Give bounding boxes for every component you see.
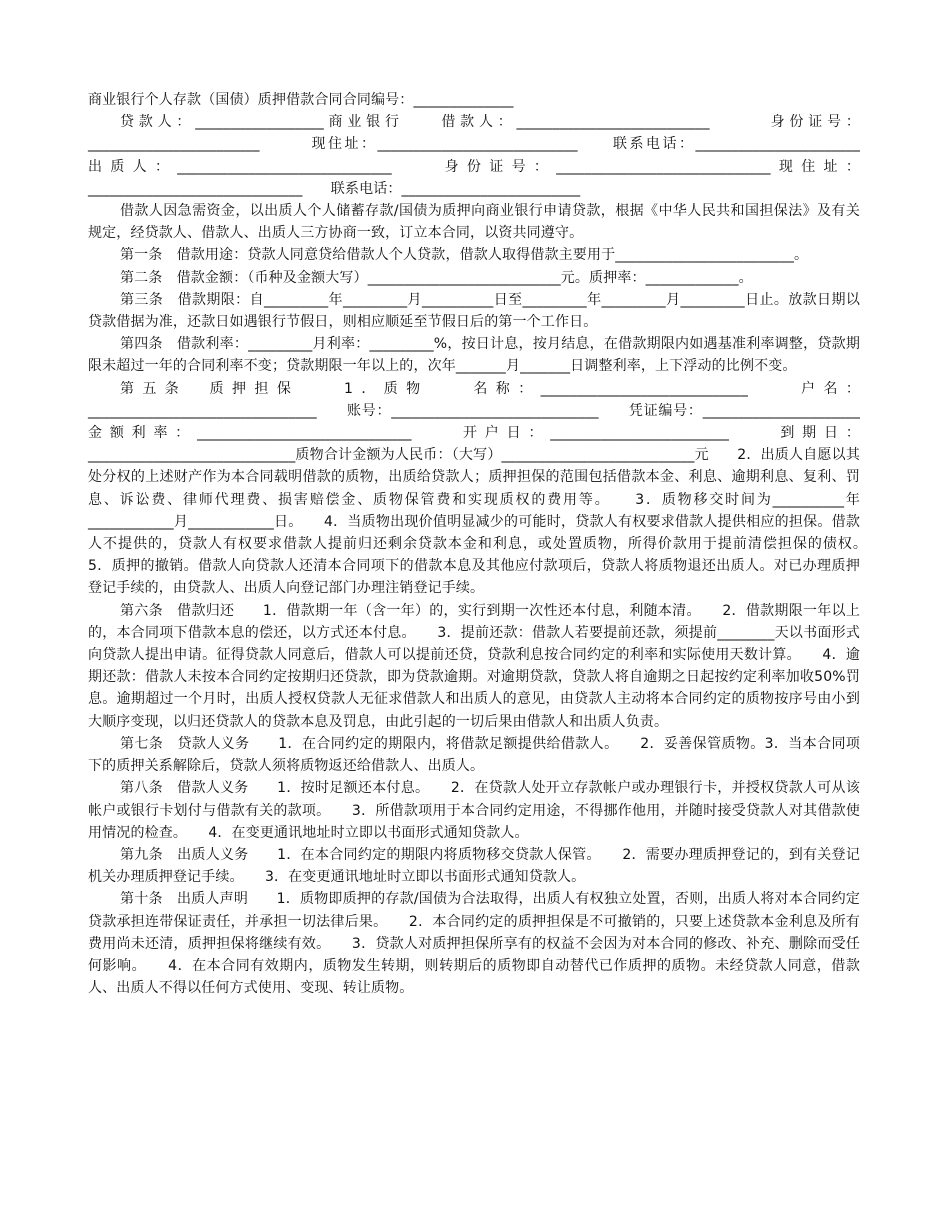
parties-block: 贷款人：__________________商业银行 借款人：___________________________ 身份证号：________________________ 现住址：____________________________ 联系电话：_______________________ 出质人：______________________________ 身份证号：______________________________现住址：______________________________ 联系电话：_________________________ (88, 114, 889, 197)
clause-1-purpose: 第一条 借款用途：贷款人同意贷给借款人个人贷款，借款人取得借款主要用于_________________________。 (120, 247, 809, 264)
contract-title-line: 商业银行个人存款（国债）质押借款合同合同编号：______________ (88, 92, 514, 108)
clause-7-lender-duties: 第七条 贷款人义务 1．在合同约定的期限内，将借款足额提供给借款人。 2．妥善保管质物。3．当本合同项下的质押关系解除后，贷款人须将质物返还给借款人、出质人。 (88, 735, 860, 775)
clause-5-pledge: 第五条 质押担保 1．质物 名称：_____________________________ 户名：________________________________ 账号：_____________________________ 凭证编号：______________________ 金额利率：______________________________ 开户日：_________________________ 到期日：_____________________________质物合计金额为人民币：（大写）___________________________元 2．出质人自愿以其处分权的上述财产作为本合同载明借款的质物，出质给贷款人；质押担保的范围包括借款本金、利息、逾期利息、复利、罚息、诉讼费、律师代理费、损害赔偿金、质物保管费和实现质权的费用等。 3．质物移交时间为__________年____________月____________日。 4．当质物出现价值明显减少的可能时，贷款人有权要求借款人提供相应的担保。借款人不提供的，贷款人有权要求借款人提前归还剩余贷款本金和利息，或处置质物，所得价款用于提前清偿担保的债权。 5．质押的撤销。借款人向贷款人还清本合同项下的借款本息及其他应付款项后，贷款人将质物退还出质人。对已办理质押登记手续的，由贷款人、出质人向登记部门办理注销登记手续。 (88, 380, 889, 597)
preamble: 借款人因急需资金，以出质人个人储蓄存款/国债为质押向商业银行申请贷款，根据《中华人民共和国担保法》及有关规定，经贷款人、借款人、出质人三方协商一致，订立本合同，以资共同遵守。 (88, 203, 860, 242)
clause-3-term: 第三条 借款期限：自_________年_________月__________日至_________年_________月_________日止。放款日期以贷款借据为准，还款日如遇银行节假日，则相应顺延至节假日后的第一个工作日。 (88, 291, 860, 331)
clause-6-repayment: 第六条 借款归还 1．借款期一年（含一年）的，实行到期一次性还本付息，利随本清。 2．借款期限一年以上的，本合同项下借款本息的偿还，以方式还本付息。 3．提前还款：借款人若要提前还款，须提前________天以书面形式向贷款人提出申请。征得贷款人同意后，借款人可以提前还贷，贷款利息按合同约定的利率和实际使用天数计算。 4．逾期还款：借款人未按本合同约定按期归还贷款，即为贷款逾期。对逾期贷款，贷款人将自逾期之日起按约定利率加收50%罚息。逾期超过一个月时，出质人授权贷款人无征求借款人和出质人的意见，由贷款人主动将本合同约定的质物按序号由小到大顺序变现，以归还贷款人的贷款本息及罚息，由此引起的一切后果由借款人和出质人负责。 (88, 602, 860, 730)
clause-4-interest: 第四条 借款利率：_________月利率：_________%，按日计息，按月结息，在借款期限内如遇基准利率调整，贷款期限未超过一年的合同利率不变；贷款期限一年以上的，次年_______月_______日调整利率，上下浮动的比例不变。 (88, 336, 860, 375)
clause-9-pledgor-duties: 第九条 出质人义务 1．在本合同约定的期限内将质物移交贷款人保管。 2．需要办理质押登记的，到有关登记机关办理质押登记手续。 3．在变更通讯地址时立即以书面形式通知贷款人。 (88, 846, 860, 886)
clause-10-pledgor-statement: 第十条 出质人声明 1．质物即质押的存款/国债为合法取得，出质人有权独立处置，否则，出质人将对本合同约定贷款承担连带保证责任，并承担一切法律后果。 2．本合同约定的质押担保是不可撤销的，只要上述贷款本金利息及所有费用尚未还清，质押担保将继续有效。 3．贷款人对质押担保所享有的权益不会因为对本合同的修改、补充、删除而受任何影响。 4．在本合同有效期内，质物发生转期，则转期后的质物即自动替代已作质押的质物。未经贷款人同意，借款人、出质人不得以任何方式使用、变现、转让质物。 (88, 891, 860, 997)
clause-8-borrower-duties: 第八条 借款人义务 1．按时足额还本付息。 2．在贷款人处开立存款帐户或办理银行卡，并授权贷款人可从该帐户或银行卡划付与借款有关的款项。 3．所借款项用于本合同约定用途，不得挪作他用，并随时接受贷款人对其借款使用情况的检查。 4．在变更通讯地址时立即以书面形式通知贷款人。 (88, 780, 860, 841)
contract-page (88, 89, 889, 999)
clause-2-amount: 第二条 借款金额：（币种及金额大写）___________________________元。质押率：_____________。 (120, 269, 753, 286)
